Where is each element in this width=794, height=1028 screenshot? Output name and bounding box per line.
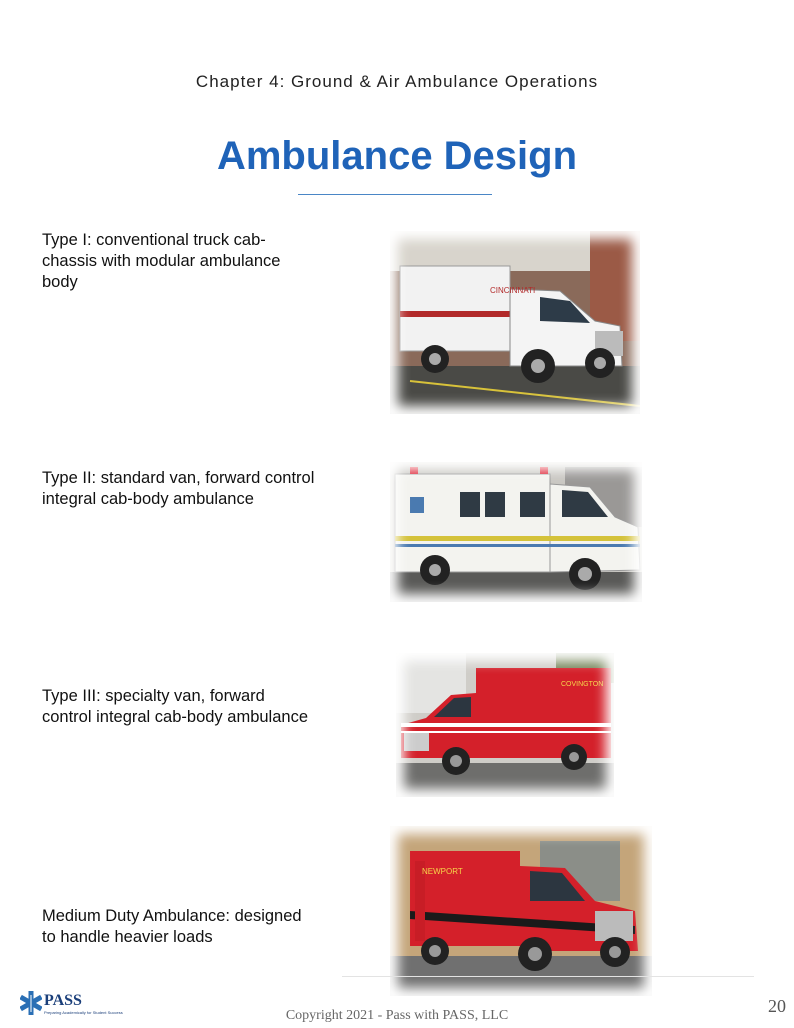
- type-1-ambulance-photo: [390, 231, 640, 414]
- text-line: Type III: specialty van, forward: [42, 687, 265, 705]
- text-line: Type II: standard van, forward control: [42, 469, 315, 487]
- medium-duty-ambulance-photo: [390, 826, 652, 996]
- type-1-description: [42, 230, 280, 293]
- type-3-ambulance-photo: [396, 653, 614, 797]
- svg-text:COVINGTON: COVINGTON: [561, 681, 604, 688]
- text-line: body: [42, 273, 78, 291]
- logo-wordmark: PASS: [44, 992, 82, 1009]
- page-title: Ambulance Design: [216, 134, 578, 178]
- type-2-description: [42, 468, 314, 510]
- logo-tagline: Preparing Academically for Student Success: [44, 1010, 123, 1015]
- text-line: Medium Duty Ambulance: designed: [42, 907, 302, 925]
- type-2-ambulance-photo: [390, 462, 642, 602]
- medium-duty-description: [42, 906, 302, 948]
- title-underline: [298, 194, 492, 195]
- text-line: integral cab-body ambulance: [42, 490, 254, 508]
- text-line: Type I: conventional truck cab-: [42, 231, 266, 249]
- chapter-heading: Chapter 4: Ground & Air Ambulance Operations: [195, 72, 599, 91]
- text-line: control integral cab-body ambulance: [42, 708, 308, 726]
- copyright-notice: Copyright 2021 - Pass with PASS, LLC: [285, 1008, 509, 1023]
- type-3-description: [42, 686, 308, 728]
- svg-text:NEWPORT: NEWPORT: [422, 867, 463, 876]
- text-line: chassis with modular ambulance: [42, 252, 281, 270]
- svg-text:CINCINNATI: CINCINNATI: [490, 286, 536, 295]
- footer-divider: [342, 976, 754, 977]
- text-line: to handle heavier loads: [42, 928, 213, 946]
- page-number: 20: [768, 996, 786, 1016]
